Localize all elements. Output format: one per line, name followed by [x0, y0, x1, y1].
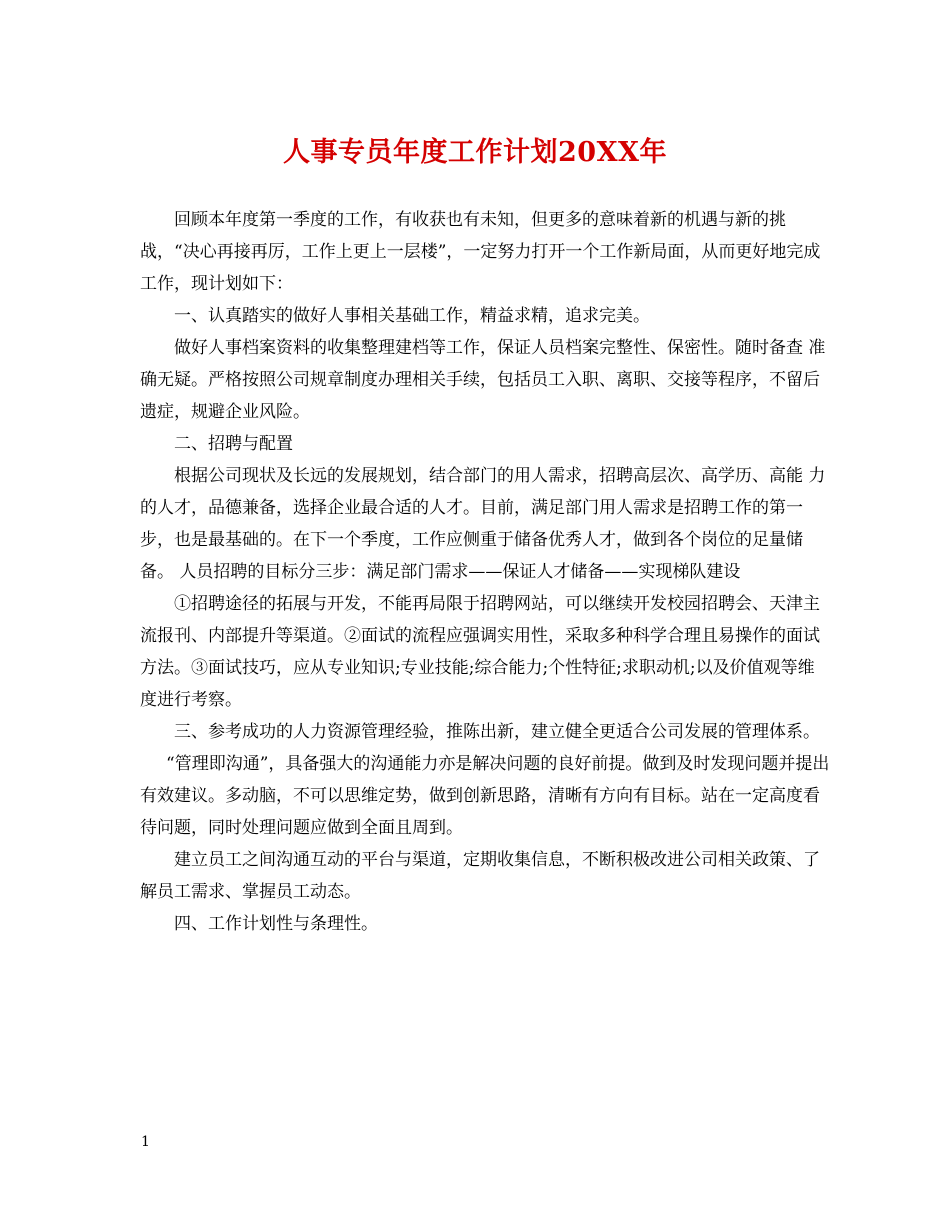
paragraph-employee-channels: 建立员工之间沟通互动的平台与渠道，定期收集信息，不断积极改进公司相关政策、了解员工需求、掌握员工动态。	[140, 850, 820, 902]
paragraph-recruitment: 根据公司现状及长远的发展规划，结合部门的用人需求，招聘高层次、高学历、高能 力的人才，品德兼备，选择企业最合适的人才。目前，满足部门用人需求是招聘工作的第一步，也是最基础的。在下一个季度，工作应侧重于储备优秀人才，做到各个岗位的足量储备。 人员招聘的目标分三步：满足部门需求——保证人才储备——实现梯队建设	[140, 466, 826, 582]
paragraph-archives: 做好人事档案资料的收集整理建档等工作，保证人员档案完整性、保密性。随时备查 准确无疑。严格按照公司规章制度办理相关手续，包括员工入职、离职、交接等程序，不留后遗症，规避企业风险。	[140, 338, 826, 422]
paragraph-communication: “管理即沟通”，具备强大的沟通能力亦是解决问题的良好前提。做到及时发现问题并提出有效建议。多动脑，不可以思维定势，做到创新思路，清晰有方向有目标。站在一定高度看待问题，同时处理问题应做到全面且周到。	[140, 754, 830, 838]
section-heading-1: 一、认真踏实的做好人事相关基础工作，精益求精，追求完美。	[174, 306, 650, 326]
document-title: 人事专员年度工作计划20XX年	[283, 137, 667, 168]
section-heading-2: 二、招聘与配置	[174, 434, 293, 454]
paragraph-intro: 回顾本年度第一季度的工作，有收获也有未知，但更多的意味着新的机遇与新的挑战，“决心再接再厉，工作上更上一层楼”，一定努力打开一个工作新局面，从而更好地完成工作，现计划如下：	[140, 210, 821, 294]
section-heading-3: 三、参考成功的人力资源管理经验，推陈出新，建立健全更适合公司发展的管理体系。	[174, 722, 820, 742]
section-heading-4: 四、工作计划性与条理性。	[174, 914, 378, 934]
page-number: 1	[141, 1134, 150, 1150]
paragraph-recruitment-methods: ①招聘途径的拓展与开发，不能再局限于招聘网站，可以继续开发校园招聘会、天津主流报刊、内部提升等渠道。②面试的流程应强调实用性，采取多种科学合理且易操作的面试方法。③面试技巧，应从专业知识;专业技能;综合能力;个性特征;求职动机;以及价值观等维度进行考察。	[140, 594, 820, 710]
document-body	[140, 204, 830, 940]
